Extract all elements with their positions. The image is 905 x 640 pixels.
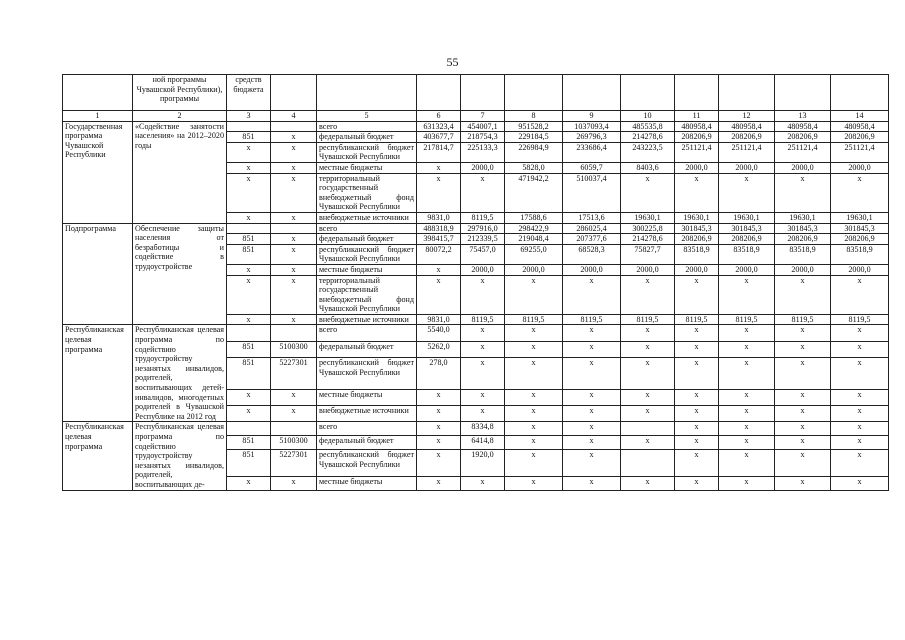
value-cell: 233686,4 (563, 142, 621, 162)
header-cell-14 (831, 75, 889, 111)
value-cell: х (675, 358, 719, 389)
value-cell: 8119,5 (505, 314, 563, 325)
code-cell: х (227, 314, 271, 325)
code-cell: х (271, 389, 317, 405)
value-cell: х (461, 341, 505, 357)
value-cell: 19630,1 (719, 212, 775, 223)
value-cell: х (831, 173, 889, 212)
code-cell: х (227, 275, 271, 314)
header-continuation-row (63, 75, 889, 111)
value-cell (621, 450, 675, 476)
value-cell: 208206,9 (831, 132, 889, 143)
value-cell: х (461, 275, 505, 314)
value-cell: 251121,4 (831, 142, 889, 162)
value-cell: х (621, 173, 675, 212)
value-cell: 2000,0 (461, 264, 505, 275)
code-cell: 851 (227, 450, 271, 476)
code-cell: 5227301 (271, 358, 317, 389)
value-cell: х (675, 422, 719, 436)
value-cell: 75827,7 (621, 244, 675, 264)
value-cell: х (621, 358, 675, 389)
value-cell: 6414,8 (461, 436, 505, 450)
value-cell: х (417, 264, 461, 275)
value-cell: 454007,1 (461, 121, 505, 132)
value-cell: х (719, 275, 775, 314)
value-cell: 251121,4 (719, 142, 775, 162)
value-cell: х (831, 476, 889, 490)
value-cell: 1037093,4 (563, 121, 621, 132)
value-cell: х (719, 358, 775, 389)
funding-source: республиканский бюджет Чувашской Республики (317, 358, 417, 389)
code-cell: х (227, 212, 271, 223)
value-cell: х (719, 436, 775, 450)
code-cell: х (227, 476, 271, 490)
value-cell: х (831, 275, 889, 314)
code-cell: х (271, 132, 317, 143)
value-cell: х (775, 325, 831, 341)
value-cell: 301845,3 (719, 223, 775, 234)
value-cell: х (675, 389, 719, 405)
value-cell: 2000,0 (719, 162, 775, 173)
value-cell: х (831, 389, 889, 405)
value-cell: х (417, 450, 461, 476)
value-cell: 8119,5 (461, 212, 505, 223)
value-cell: 17513,6 (563, 212, 621, 223)
value-cell: 218754,3 (461, 132, 505, 143)
funding-source: внебюджетные источники (317, 405, 417, 421)
value-cell: х (505, 476, 563, 490)
value-cell: х (719, 405, 775, 421)
value-cell: 2000,0 (675, 162, 719, 173)
code-cell (227, 121, 271, 132)
code-cell: 5227301 (271, 450, 317, 476)
funding-source: местные бюджеты (317, 264, 417, 275)
code-cell: х (271, 314, 317, 325)
value-cell: х (417, 275, 461, 314)
code-cell: 5100300 (271, 436, 317, 450)
column-number: 8 (505, 111, 563, 122)
value-cell: 17588,6 (505, 212, 563, 223)
value-cell: х (831, 405, 889, 421)
value-cell: 8119,5 (563, 314, 621, 325)
value-cell: х (461, 325, 505, 341)
value-cell: 212339,5 (461, 234, 505, 245)
value-cell: х (563, 476, 621, 490)
header-cell-2: ной программы Чувашской Республики), программы (133, 75, 227, 111)
value-cell: 83518,9 (675, 244, 719, 264)
value-cell: х (621, 275, 675, 314)
value-cell: х (461, 405, 505, 421)
value-cell: х (563, 389, 621, 405)
column-number-row (63, 111, 889, 122)
value-cell: х (417, 173, 461, 212)
value-cell: х (775, 405, 831, 421)
value-cell: 207377,6 (563, 234, 621, 245)
value-cell: 8119,5 (831, 314, 889, 325)
value-cell: 9831,0 (417, 314, 461, 325)
code-cell: х (227, 162, 271, 173)
value-cell: 225133,3 (461, 142, 505, 162)
value-cell: 8119,5 (719, 314, 775, 325)
value-cell: 8119,5 (675, 314, 719, 325)
value-cell: х (719, 341, 775, 357)
value-cell: 480958,4 (675, 121, 719, 132)
code-cell (271, 223, 317, 234)
funding-source: всего (317, 422, 417, 436)
code-cell: х (271, 234, 317, 245)
value-cell: 286025,4 (563, 223, 621, 234)
code-cell: 851 (227, 234, 271, 245)
value-cell: 2000,0 (505, 264, 563, 275)
value-cell: х (719, 389, 775, 405)
header-cell-7 (461, 75, 505, 111)
value-cell: 80072,2 (417, 244, 461, 264)
value-cell: х (831, 436, 889, 450)
value-cell: х (621, 405, 675, 421)
value-cell: х (461, 358, 505, 389)
value-cell: х (461, 476, 505, 490)
value-cell: 510037,4 (563, 173, 621, 212)
value-cell: х (675, 325, 719, 341)
header-cell-4 (271, 75, 317, 111)
value-cell: 471942,2 (505, 173, 563, 212)
code-cell: х (271, 162, 317, 173)
value-cell: х (505, 341, 563, 357)
value-cell: 208206,9 (719, 234, 775, 245)
value-cell: х (675, 405, 719, 421)
value-cell: х (461, 389, 505, 405)
value-cell: х (563, 341, 621, 357)
value-cell: х (417, 405, 461, 421)
program-title: «Содействие занятости населения» на 2012–2020 годы (133, 121, 227, 223)
funding-source: местные бюджеты (317, 476, 417, 490)
value-cell: 208206,9 (675, 234, 719, 245)
header-cell-6 (417, 75, 461, 111)
column-number: 9 (563, 111, 621, 122)
code-cell: 851 (227, 358, 271, 389)
header-cell-9 (563, 75, 621, 111)
column-number: 2 (133, 111, 227, 122)
value-cell: 480958,4 (719, 121, 775, 132)
value-cell: х (505, 389, 563, 405)
value-cell: х (675, 476, 719, 490)
value-cell: х (505, 358, 563, 389)
value-cell: х (675, 436, 719, 450)
value-cell: 69255,0 (505, 244, 563, 264)
value-cell: х (675, 450, 719, 476)
value-cell: х (505, 422, 563, 436)
column-number: 13 (775, 111, 831, 122)
program-title: Республиканская целевая программа по содействию трудоустройству незанятых инвалидов, родителей, воспитывающих детей-инвалидов, многодетных родителей в Чувашской Республике на 2012 год (133, 325, 227, 422)
value-cell: 488318,9 (417, 223, 461, 234)
value-cell: х (505, 405, 563, 421)
code-cell: х (227, 405, 271, 421)
program-title: Обеспечение защиты населения от безработицы и содействие в трудоустройстве (133, 223, 227, 325)
value-cell: 301845,3 (831, 223, 889, 234)
header-cell-10 (621, 75, 675, 111)
code-cell (271, 422, 317, 436)
value-cell: х (775, 422, 831, 436)
header-cell-5 (317, 75, 417, 111)
column-number: 1 (63, 111, 133, 122)
value-cell (621, 422, 675, 436)
funding-source: местные бюджеты (317, 162, 417, 173)
funding-source: федеральный бюджет (317, 132, 417, 143)
column-number: 5 (317, 111, 417, 122)
funding-source: федеральный бюджет (317, 341, 417, 357)
code-cell: 851 (227, 436, 271, 450)
program-type: Республиканская целевая программа (63, 422, 133, 490)
code-cell: х (271, 212, 317, 223)
value-cell: х (775, 389, 831, 405)
value-cell: х (831, 325, 889, 341)
value-cell: 301845,3 (675, 223, 719, 234)
value-cell: 2000,0 (563, 264, 621, 275)
value-cell: 5262,0 (417, 341, 461, 357)
value-cell: 278,0 (417, 358, 461, 389)
program-type: Государственная программа Чувашской Республики (63, 121, 133, 223)
code-cell: х (227, 389, 271, 405)
value-cell: х (775, 275, 831, 314)
code-cell: х (271, 264, 317, 275)
value-cell: х (831, 341, 889, 357)
funding-source: республиканский бюджет Чувашской Республики (317, 244, 417, 264)
value-cell: 83518,9 (719, 244, 775, 264)
value-cell: х (831, 422, 889, 436)
funding-source: территориальный государственный внебюджетный фонд Чувашской Республики (317, 275, 417, 314)
funding-source: республиканский бюджет Чувашской Республики (317, 450, 417, 476)
value-cell: 19630,1 (831, 212, 889, 223)
value-cell: х (719, 325, 775, 341)
value-cell: х (563, 325, 621, 341)
value-cell: 485535,8 (621, 121, 675, 132)
value-cell: 8334,8 (461, 422, 505, 436)
code-cell (271, 121, 317, 132)
value-cell: х (621, 436, 675, 450)
code-cell: х (271, 476, 317, 490)
value-cell: х (563, 422, 621, 436)
funding-source: федеральный бюджет (317, 234, 417, 245)
value-cell: 8403,6 (621, 162, 675, 173)
code-cell: 5100300 (271, 341, 317, 357)
funding-table (62, 74, 889, 491)
value-cell: 208206,9 (831, 234, 889, 245)
value-cell: 6059,7 (563, 162, 621, 173)
value-cell: х (417, 162, 461, 173)
value-cell: 19630,1 (675, 212, 719, 223)
value-cell: 229184,5 (505, 132, 563, 143)
value-cell: х (417, 476, 461, 490)
funding-source: местные бюджеты (317, 389, 417, 405)
value-cell: 480958,4 (831, 121, 889, 132)
value-cell: х (719, 173, 775, 212)
header-cell-8 (505, 75, 563, 111)
value-cell: 5540,0 (417, 325, 461, 341)
column-number: 6 (417, 111, 461, 122)
header-cell-3: средств бюджета (227, 75, 271, 111)
value-cell: 480958,4 (775, 121, 831, 132)
column-number: 3 (227, 111, 271, 122)
funding-source: всего (317, 325, 417, 341)
value-cell: 217814,7 (417, 142, 461, 162)
value-cell: 19630,1 (621, 212, 675, 223)
value-cell: х (675, 275, 719, 314)
value-cell: х (831, 358, 889, 389)
code-cell (227, 223, 271, 234)
funding-source: всего (317, 223, 417, 234)
value-cell: х (775, 436, 831, 450)
value-cell: 208206,9 (775, 132, 831, 143)
column-number: 10 (621, 111, 675, 122)
value-cell: х (719, 422, 775, 436)
program-type: Республиканская целевая программа (63, 325, 133, 422)
value-cell: х (775, 358, 831, 389)
value-cell: х (563, 436, 621, 450)
value-cell: х (621, 325, 675, 341)
code-cell (227, 422, 271, 436)
value-cell: 300225,8 (621, 223, 675, 234)
funding-source: внебюджетные источники (317, 314, 417, 325)
value-cell: 83518,9 (831, 244, 889, 264)
code-cell: х (227, 173, 271, 212)
code-cell (271, 325, 317, 341)
value-cell: 8119,5 (621, 314, 675, 325)
value-cell: 631323,4 (417, 121, 461, 132)
value-cell: 2000,0 (775, 162, 831, 173)
code-cell: х (227, 142, 271, 162)
value-cell: 243223,5 (621, 142, 675, 162)
table-body (63, 75, 889, 491)
value-cell: 2000,0 (831, 264, 889, 275)
column-number: 4 (271, 111, 317, 122)
code-cell: х (271, 142, 317, 162)
value-cell: х (563, 358, 621, 389)
value-cell: 398415,7 (417, 234, 461, 245)
funding-source: территориальный государственный внебюджетный фонд Чувашской Республики (317, 173, 417, 212)
code-cell: х (227, 264, 271, 275)
value-cell: 298422,9 (505, 223, 563, 234)
value-cell: 9831,0 (417, 212, 461, 223)
value-cell: 208206,9 (775, 234, 831, 245)
value-cell: 2000,0 (831, 162, 889, 173)
value-cell: х (417, 436, 461, 450)
header-cell-12 (719, 75, 775, 111)
value-cell: 5828,0 (505, 162, 563, 173)
value-cell: х (621, 341, 675, 357)
value-cell: 2000,0 (719, 264, 775, 275)
value-cell: 226984,9 (505, 142, 563, 162)
value-cell: х (505, 450, 563, 476)
value-cell: х (417, 422, 461, 436)
value-cell: х (675, 341, 719, 357)
value-cell: х (563, 450, 621, 476)
table-row (63, 422, 889, 436)
program-title: Республиканская целевая программа по содействию трудоустройству незанятых инвалидов, родителей, воспитывающих де- (133, 422, 227, 490)
value-cell: 2000,0 (621, 264, 675, 275)
value-cell: 297916,0 (461, 223, 505, 234)
funding-source: внебюджетные источники (317, 212, 417, 223)
header-cell-11 (675, 75, 719, 111)
value-cell: х (563, 275, 621, 314)
value-cell: 8119,5 (461, 314, 505, 325)
value-cell: 219048,4 (505, 234, 563, 245)
value-cell: х (831, 450, 889, 476)
program-type: Подпрограмма (63, 223, 133, 325)
funding-source: федеральный бюджет (317, 436, 417, 450)
value-cell: х (505, 275, 563, 314)
table-row (63, 121, 889, 132)
page-number: 55 (446, 55, 459, 69)
value-cell: 251121,4 (675, 142, 719, 162)
code-cell: 851 (227, 132, 271, 143)
funding-source: всего (317, 121, 417, 132)
value-cell: х (719, 450, 775, 476)
value-cell: 68528,3 (563, 244, 621, 264)
value-cell: 2000,0 (461, 162, 505, 173)
value-cell: 951528,2 (505, 121, 563, 132)
value-cell: х (621, 476, 675, 490)
value-cell: 83518,9 (775, 244, 831, 264)
value-cell: х (505, 436, 563, 450)
column-number: 11 (675, 111, 719, 122)
value-cell: 214278,6 (621, 132, 675, 143)
value-cell: 251121,4 (775, 142, 831, 162)
value-cell: 1920,0 (461, 450, 505, 476)
value-cell: 214278,6 (621, 234, 675, 245)
value-cell: 208206,9 (719, 132, 775, 143)
code-cell (227, 325, 271, 341)
header-cell-13 (775, 75, 831, 111)
code-cell: 851 (227, 244, 271, 264)
value-cell: 75457,0 (461, 244, 505, 264)
code-cell: х (271, 173, 317, 212)
value-cell: х (621, 389, 675, 405)
code-cell: х (271, 244, 317, 264)
table-row (63, 325, 889, 341)
column-number: 7 (461, 111, 505, 122)
code-cell: х (271, 405, 317, 421)
value-cell: 269796,3 (563, 132, 621, 143)
value-cell: х (775, 173, 831, 212)
value-cell: 403677,7 (417, 132, 461, 143)
value-cell: х (417, 389, 461, 405)
value-cell: 8119,5 (775, 314, 831, 325)
value-cell: 2000,0 (775, 264, 831, 275)
value-cell: х (775, 450, 831, 476)
value-cell: х (775, 476, 831, 490)
code-cell: х (271, 275, 317, 314)
funding-source: республиканский бюджет Чувашской Республики (317, 142, 417, 162)
value-cell: 208206,9 (675, 132, 719, 143)
column-number: 14 (831, 111, 889, 122)
value-cell: 19630,1 (775, 212, 831, 223)
code-cell: 851 (227, 341, 271, 357)
value-cell: х (563, 405, 621, 421)
header-cell-1 (63, 75, 133, 111)
value-cell: х (675, 173, 719, 212)
value-cell: х (505, 325, 563, 341)
value-cell: 2000,0 (675, 264, 719, 275)
column-number: 12 (719, 111, 775, 122)
table-row (63, 223, 889, 234)
value-cell: х (775, 341, 831, 357)
value-cell: 301845,3 (775, 223, 831, 234)
value-cell: х (461, 173, 505, 212)
value-cell: х (719, 476, 775, 490)
